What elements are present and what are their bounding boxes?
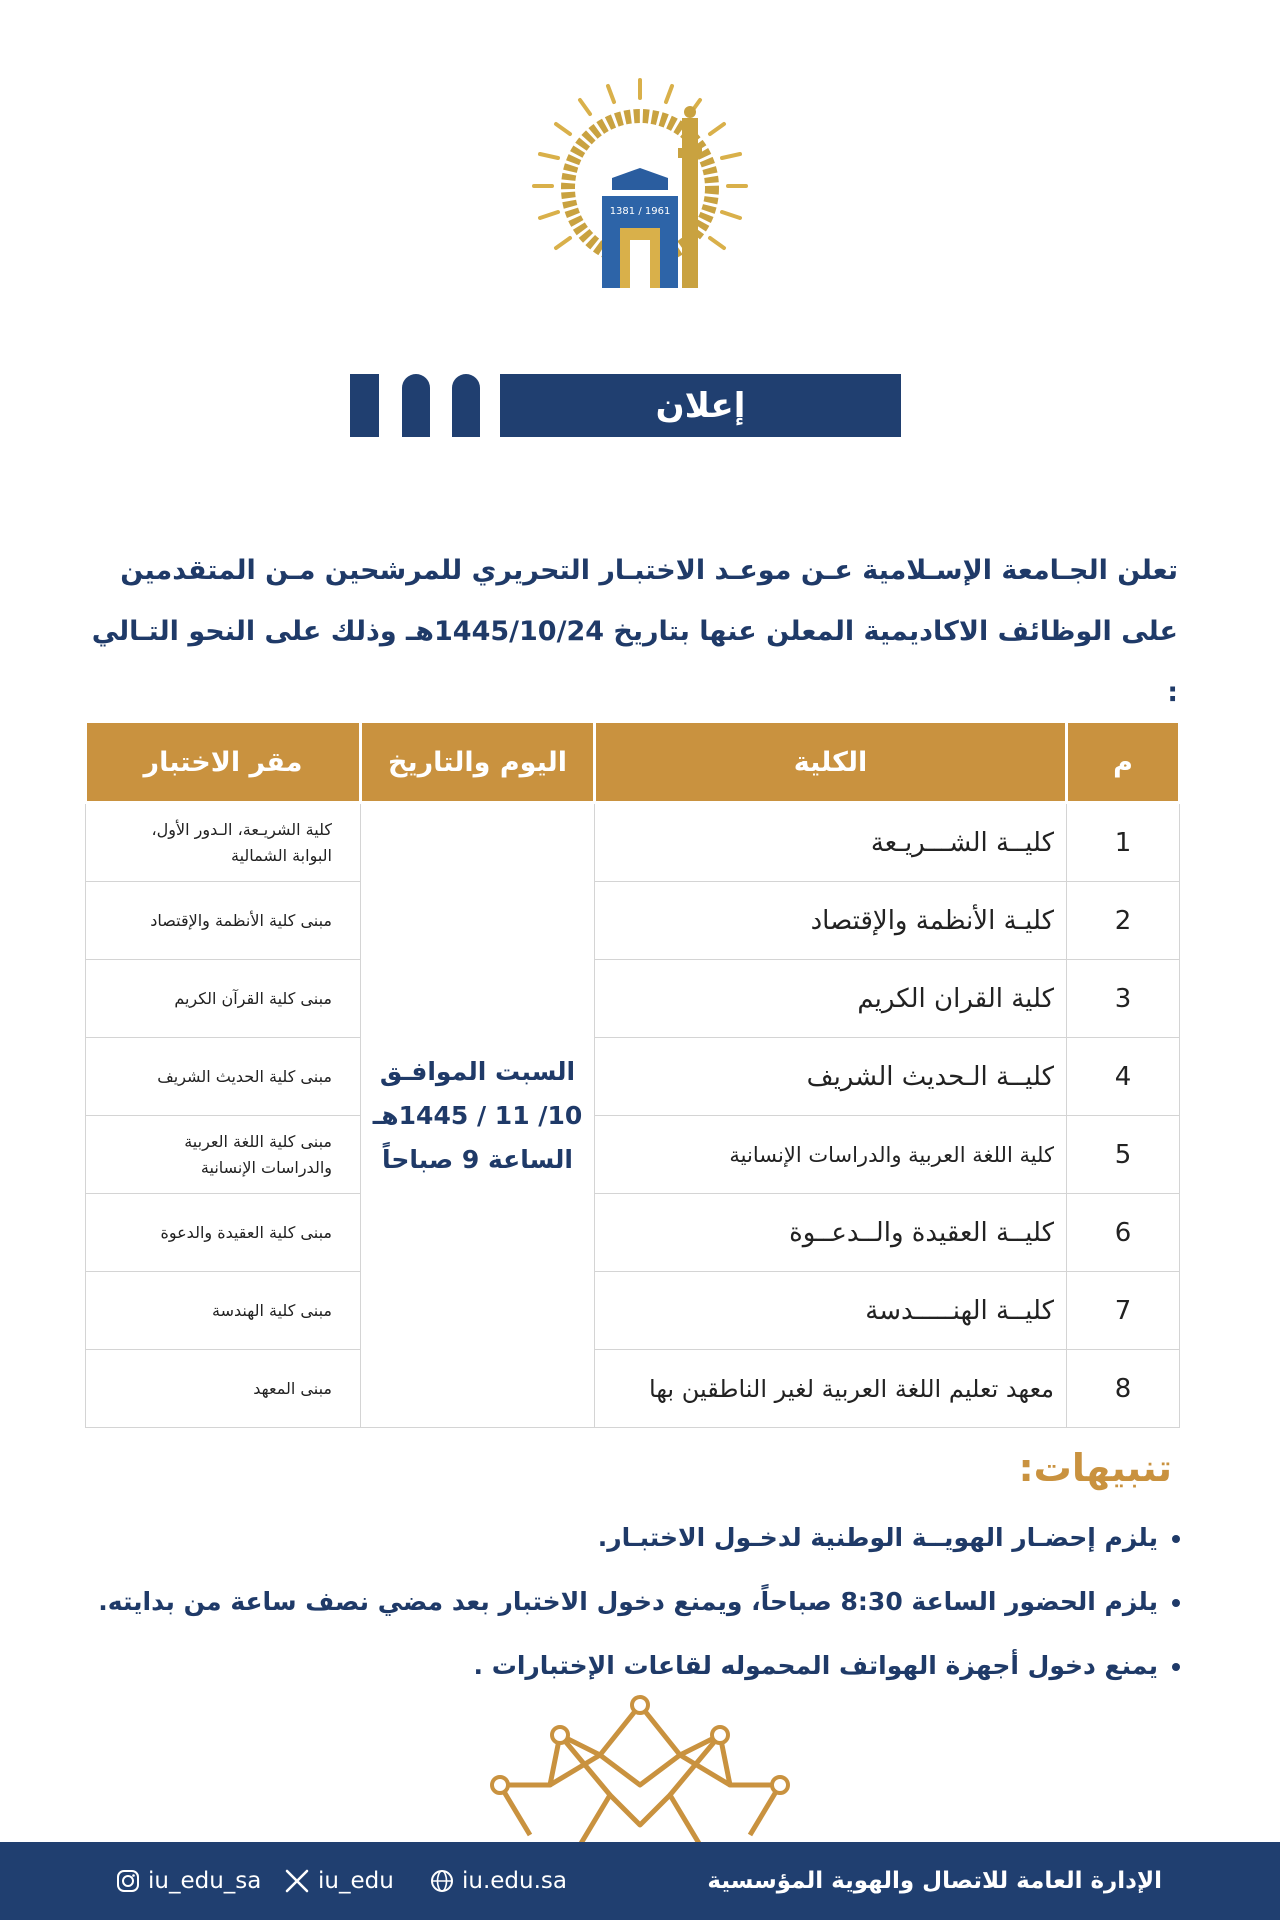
venue-line: مبنى كلية الأنظمة والإقتصاد xyxy=(150,910,332,930)
x-handle: iu_edu xyxy=(318,1868,394,1894)
row-num: 5 xyxy=(1067,1116,1180,1194)
row-venue xyxy=(86,882,361,960)
venue-line: مبنى كلية اللغة العربية xyxy=(184,1131,332,1151)
note-text: يلزم إحضـار الهويــة الوطنية لدخـول الاختبـار. xyxy=(597,1523,1158,1552)
table-row xyxy=(86,960,1180,1038)
row-num: 6 xyxy=(1067,1194,1180,1272)
instagram-icon xyxy=(116,1869,140,1893)
date-line-1: السبت الموافـق xyxy=(379,1056,576,1086)
instagram-handle: iu_edu_sa xyxy=(148,1868,262,1894)
footer xyxy=(0,1842,1280,1920)
list-item xyxy=(80,1572,1180,1636)
instagram-link[interactable] xyxy=(116,1842,261,1920)
row-college: كليــة الشـــريـعة xyxy=(595,803,1067,882)
row-num: 1 xyxy=(1067,803,1180,882)
row-venue xyxy=(86,803,361,882)
date-cell xyxy=(361,803,595,1428)
venue-line: مبنى كلية القرآن الكريم xyxy=(174,988,332,1008)
table-row xyxy=(86,1272,1180,1350)
venue-line: مبنى كلية الحديث الشريف xyxy=(157,1066,332,1086)
footer-org-name: الإدارة العامة للاتصال والهوية المؤسسية xyxy=(707,1868,1162,1894)
row-college: معهد تعليم اللغة العربية لغير الناطقين بها xyxy=(595,1350,1067,1428)
notes-title: تنبيهات: xyxy=(1018,1446,1172,1490)
venue-line: مبنى كلية الهندسة xyxy=(212,1300,332,1320)
website-link[interactable] xyxy=(430,1842,567,1920)
venue-line: والدراسات الإنسانية xyxy=(200,1157,332,1177)
x-link[interactable] xyxy=(284,1842,394,1920)
decor-bar xyxy=(402,374,430,437)
exam-schedule-table xyxy=(84,720,1178,1428)
venue-line: مبنى المعهد xyxy=(253,1378,332,1398)
row-venue xyxy=(86,1116,361,1194)
row-venue xyxy=(86,1350,361,1428)
table-row xyxy=(86,1194,1180,1272)
page-title xyxy=(500,374,901,437)
table-row xyxy=(86,803,1180,882)
x-icon xyxy=(284,1869,310,1893)
header-num: م xyxy=(1067,722,1180,803)
note-text: يمنع دخول أجهزة الهواتف المحموله لقاعات الإختبارات . xyxy=(473,1651,1158,1680)
table-row xyxy=(86,1350,1180,1428)
row-venue xyxy=(86,960,361,1038)
list-item xyxy=(80,1508,1180,1572)
header-college: الكلية xyxy=(595,722,1067,803)
row-venue xyxy=(86,1194,361,1272)
bullet-icon xyxy=(1172,1663,1180,1671)
bullet-icon xyxy=(1172,1599,1180,1607)
row-num: 8 xyxy=(1067,1350,1180,1428)
row-num: 7 xyxy=(1067,1272,1180,1350)
row-college: كليــة الـحديث الشريف xyxy=(595,1038,1067,1116)
table-header-row xyxy=(86,722,1180,803)
notes-list xyxy=(80,1508,1180,1700)
date-line-3: الساعة 9 صباحاً xyxy=(382,1144,573,1174)
decor-bar xyxy=(350,374,379,437)
row-college: كلية اللغة العربية والدراسات الإنسانية xyxy=(595,1116,1067,1194)
venue-line: مبنى كلية العقيدة والدعوة xyxy=(160,1222,332,1242)
table-row xyxy=(86,882,1180,960)
page-title-text: إعلان xyxy=(655,385,746,426)
university-logo xyxy=(530,78,750,293)
intro-line-2: على الوظائف الاكاديمية المعلن عنها بتاريخ 1445/10/24هـ وذلك على النحو التـالي : xyxy=(91,616,1178,708)
globe-icon xyxy=(430,1869,454,1893)
header-venue: مقر الاختبار xyxy=(86,722,361,803)
row-num: 4 xyxy=(1067,1038,1180,1116)
table-row xyxy=(86,1038,1180,1116)
ornament xyxy=(460,1695,820,1845)
bullet-icon xyxy=(1172,1535,1180,1543)
website-url: iu.edu.sa xyxy=(462,1868,567,1894)
list-item xyxy=(80,1636,1180,1700)
row-num: 2 xyxy=(1067,882,1180,960)
note-text: يلزم الحضور الساعة 8:30 صباحاً، ويمنع دخول الاختبار بعد مضي نصف ساعة من بدايته. xyxy=(98,1587,1158,1616)
row-college: كليـة الأنظمة والإقتصاد xyxy=(595,882,1067,960)
row-college: كليــة العقيدة والــدعــوة xyxy=(595,1194,1067,1272)
venue-line: البوابة الشمالية xyxy=(231,845,332,865)
row-num: 3 xyxy=(1067,960,1180,1038)
venue-line: كلية الشريـعة، الـدور الأول، xyxy=(151,819,332,839)
svg-text:1381 / 1961: 1381 / 1961 xyxy=(609,206,671,217)
row-college: كلية القران الكريم xyxy=(595,960,1067,1038)
decor-bar xyxy=(452,374,480,437)
intro-paragraph xyxy=(90,540,1178,723)
row-college: كليــة الهنـــــدسة xyxy=(595,1272,1067,1350)
row-venue xyxy=(86,1272,361,1350)
header-date: اليوم والتاريخ xyxy=(361,722,595,803)
table-row xyxy=(86,1116,1180,1194)
intro-line-1: تعلن الجـامعة الإسـلامية عـن موعـد الاختبـار التحريري للمرشحين مـن المتقدمين xyxy=(120,555,1178,586)
row-venue xyxy=(86,1038,361,1116)
date-line-2: 10/ 11 / 1445هـ xyxy=(372,1100,583,1130)
